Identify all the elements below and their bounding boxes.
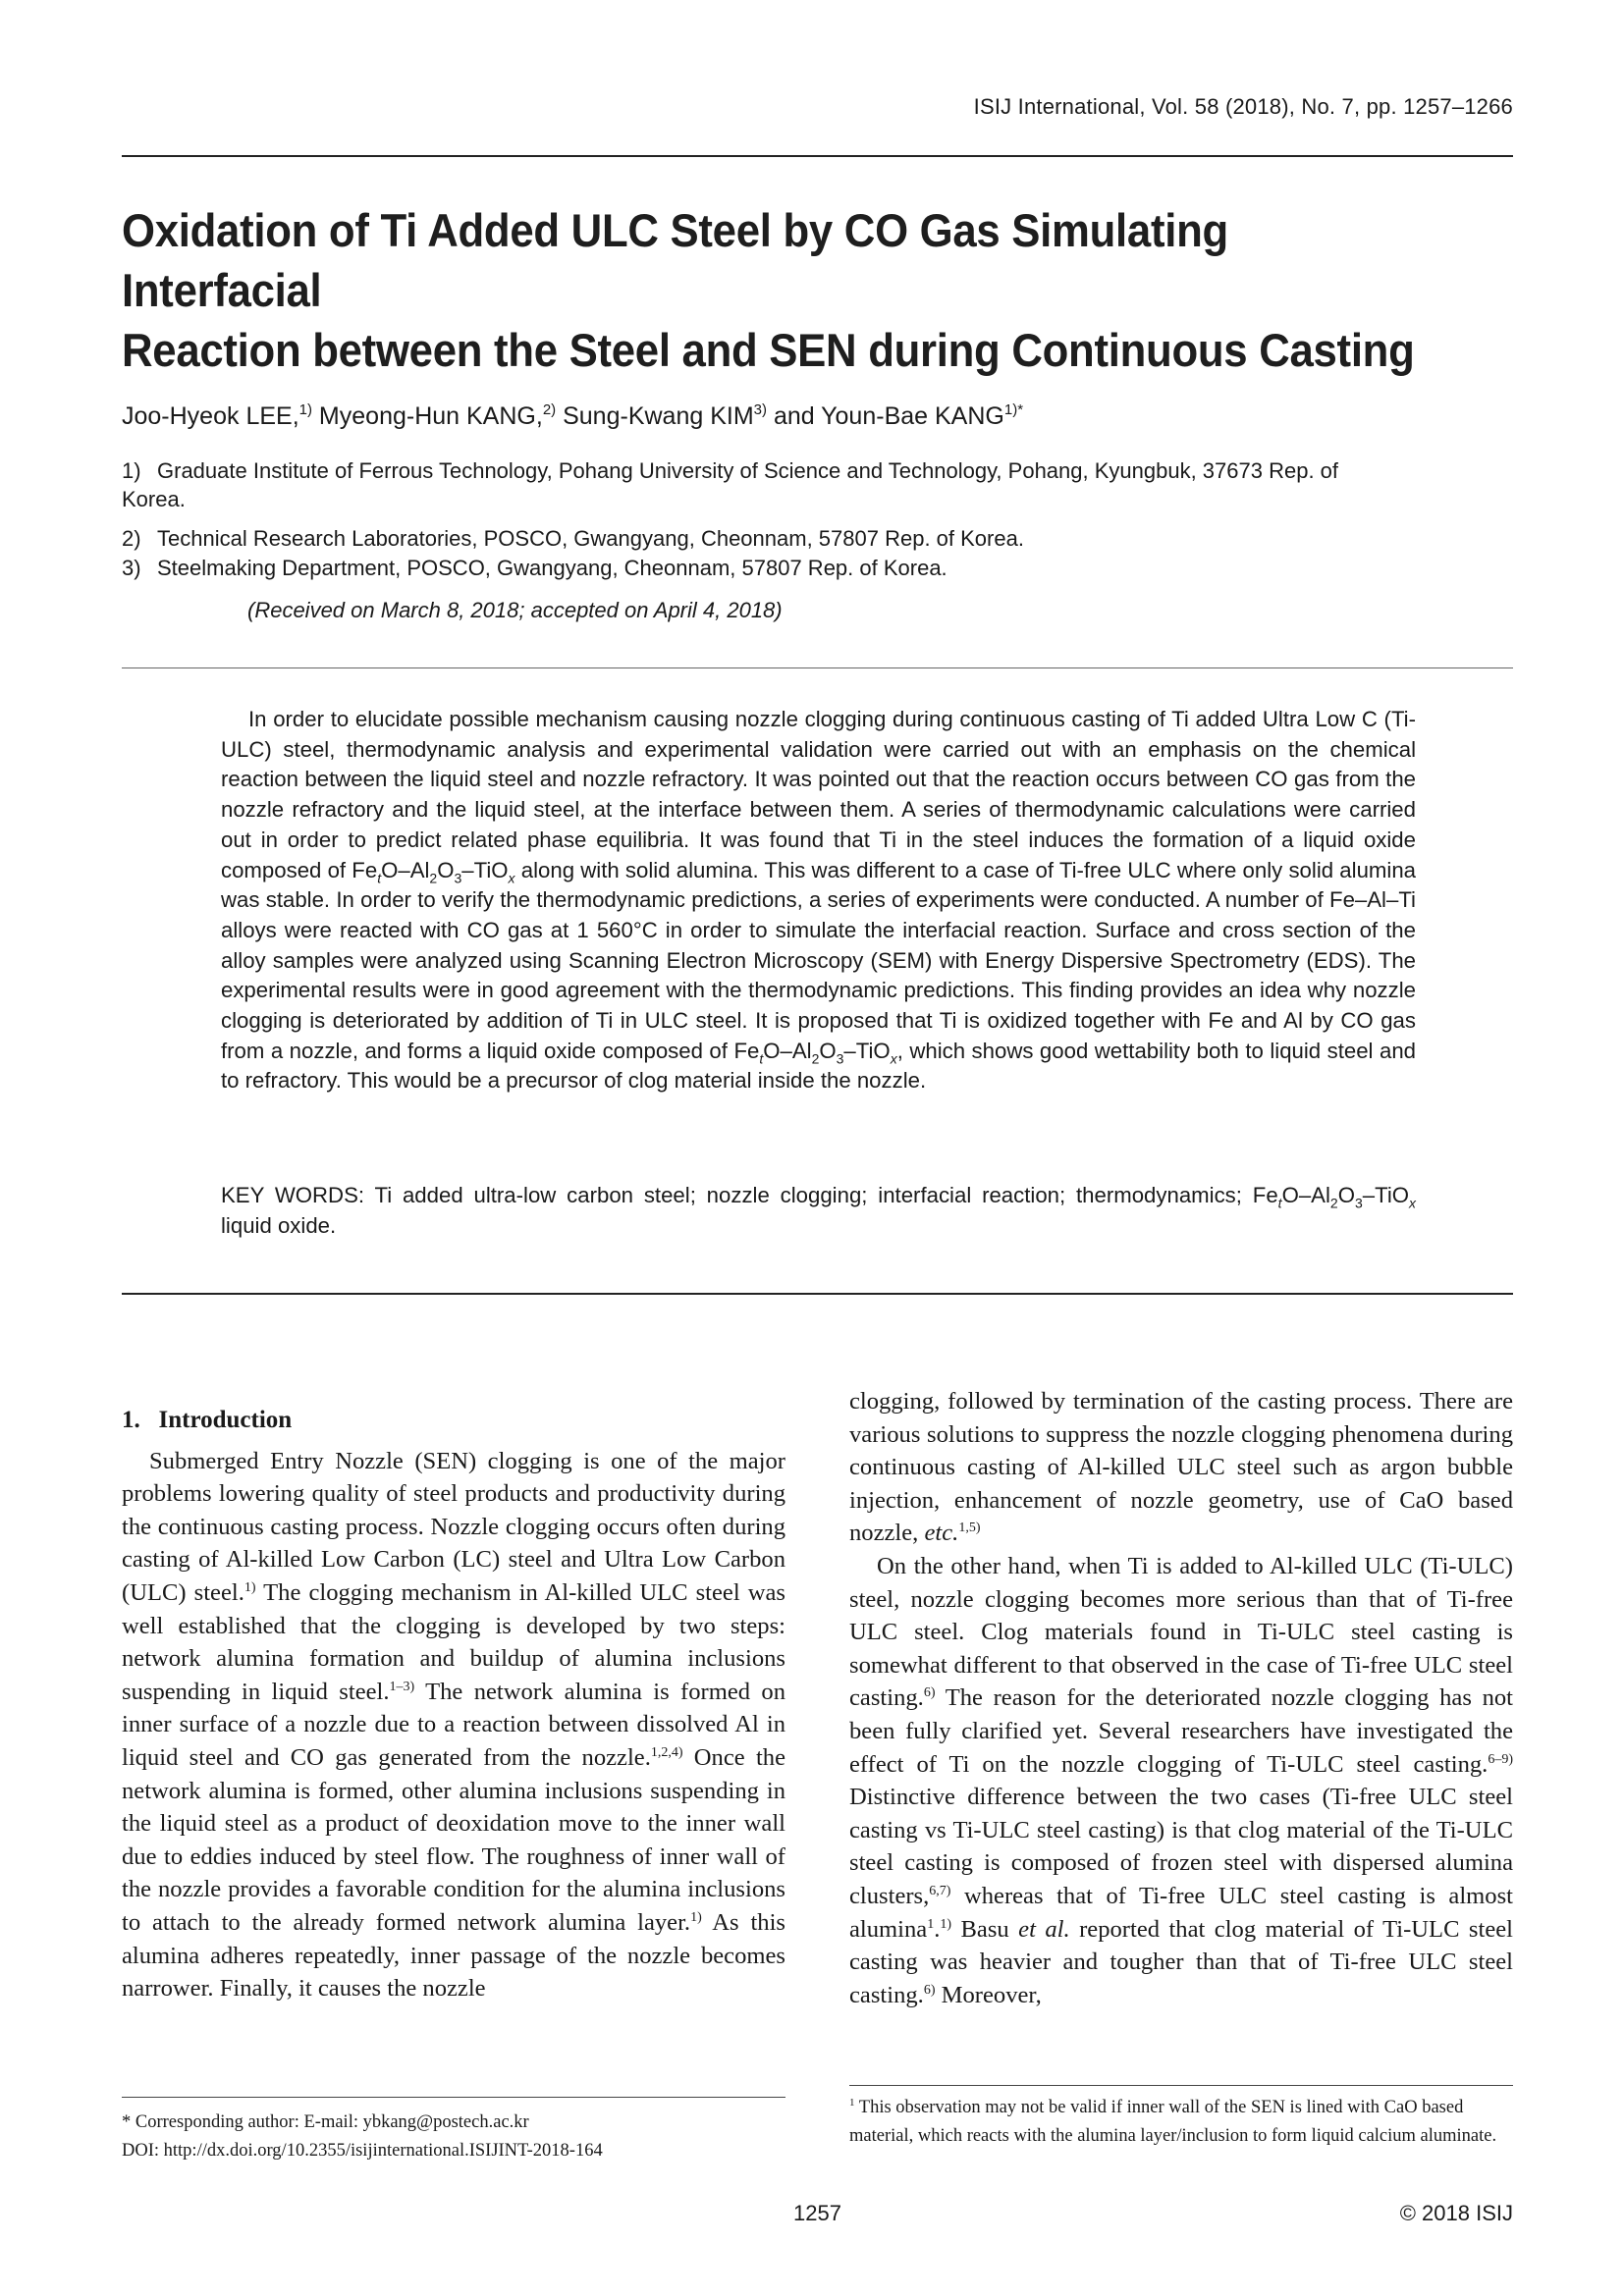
author-list <box>122 402 1023 431</box>
citation: 6,7) <box>929 1883 951 1898</box>
affiliation-number: 3) <box>122 556 141 580</box>
paragraph-text: Submerged Entry Nozzle (SEN) clogging is one of the major problems lowering quality of steel products and productivity during the continuous casting process. Nozzle clogging occurs often during casting of Al-killed Low Carbon (LC) steel and Ultra Low Carbon (ULC) steel. <box>122 1447 785 1606</box>
footnote-rule-right <box>849 2085 1513 2086</box>
paragraph-text: clogging, followed by termination of the casting process. There are various solutions to suppress the nozzle clogging phenomena during continuous casting of Al-killed ULC steel such as argon bubble injection, enhancement of nozzle geometry, use of CaO based nozzle, <box>849 1388 1513 1547</box>
author-affiliation-mark: 1) <box>298 401 312 418</box>
paragraph-text: Moreover, <box>935 1981 1042 2008</box>
author-name: and Youn-Bae KANG <box>767 402 1004 430</box>
paragraph-text: et al. <box>1018 1915 1070 1943</box>
author-affiliation-mark: 1)* <box>1003 401 1024 418</box>
paragraph-text: The clogging mechanism in Al-killed ULC steel was well established that the clogging is developed by two steps: network alumina formation and buildup of alumina inclusions suspending in liquid steel. <box>122 1578 785 1705</box>
paragraph <box>849 1385 1513 1550</box>
paragraph-text: Basu <box>951 1915 1019 1943</box>
keywords-label: KEY WORDS: <box>221 1183 365 1207</box>
affiliation <box>122 554 1516 582</box>
author-name: Myeong-Hun KANG, <box>311 402 543 430</box>
citation: 6) <box>923 1685 936 1701</box>
author-name: Sung-Kwang KIM <box>556 402 754 430</box>
affiliation-number: 2) <box>122 526 141 551</box>
copyright: © 2018 ISIJ <box>1399 2201 1513 2225</box>
doi: DOI: http://dx.doi.org/10.2355/isijinternational.ISIJINT-2018-164 <box>122 2141 603 2161</box>
title-line-2: Reaction between the Steel and SEN during Continuous Casting <box>122 324 1415 376</box>
title-line-1: Oxidation of Ti Added ULC Steel by CO Gas Simulating Interfacial <box>122 204 1228 316</box>
author-name: Joo-Hyeok LEE, <box>122 402 299 430</box>
keywords <box>221 1181 1416 1241</box>
header-rule <box>122 155 1513 157</box>
paragraph-text: The reason for the deteriorated nozzle clogging has not been fully clarified yet. Several researchers have investigated the effect of Ti on the nozzle clogging of Ti-ULC steel casting. <box>849 1684 1513 1778</box>
affiliation <box>122 524 1516 553</box>
paragraph-text: As this alumina adheres repeatedly, inner passage of the nozzle becomes narrower. Finally, it causes the nozzle <box>122 1908 785 2002</box>
paragraph-text: Distinctive difference between the two cases (Ti-free ULC steel casting vs Ti-ULC steel casting) is that clog material of the Ti-ULC steel casting is composed of frozen steel with dispersed alumina clusters, <box>849 1784 1513 1909</box>
footnote-mark: 1 <box>927 1916 935 1932</box>
paragraph-text: Once the network alumina is formed, other alumina inclusions suspending in the liquid steel as a product of deoxidation move to the inner wall due to eddies induced by steel flow. The roughness of inner wall of the nozzle provides a favorable condition for the alumina inclusions to attach to the already formed network alumina layer. <box>122 1743 785 1936</box>
citation: 1,2,4) <box>650 1744 683 1760</box>
affiliation-text: Steelmaking Department, POSCO, Gwangyang, Cheonnam, 57807 Rep. of Korea. <box>157 556 947 580</box>
citation: 1) <box>940 1916 952 1932</box>
paragraph-text: On the other hand, when Ti is added to Al-killed ULC (Ti-ULC) steel, nozzle clogging becomes more serious than that of Ti-free ULC steel. Clog materials found in Ti-ULC steel casting is somewhat different to that observed in the case of Ti-free ULC steel casting. <box>849 1552 1513 1712</box>
citation: 6) <box>923 1982 936 1998</box>
body-column-right <box>849 1385 1513 2011</box>
footnotes-left <box>122 2109 603 2165</box>
paragraph-text: reported that clog material of Ti-ULC steel casting was heavier and tougher than that of Ti-free ULC steel casting. <box>849 1915 1513 2008</box>
section-number: 1. <box>122 1407 140 1433</box>
abstract-top-rule <box>122 667 1513 668</box>
affiliation-text: Technical Research Laboratories, POSCO, Gwangyang, Cheonnam, 57807 Rep. of Korea. <box>157 526 1024 551</box>
section-title: Introduction <box>158 1407 293 1433</box>
oxide-formula: $Fe_tO-Al_2O_3-TiO_x$ <box>733 1038 897 1067</box>
citation: 1,5) <box>958 1521 981 1536</box>
abstract-bottom-rule <box>122 1293 1513 1295</box>
paragraph-text: The network alumina is formed on inner surface of a nozzle due to a reaction between dissolved Al in liquid steel and CO gas generated from the nozzle. <box>122 1678 785 1771</box>
affiliation-text: Graduate Institute of Ferrous Technology, Pohang University of Science and Technology, Pohang, Kyungbuk, 37673 Rep. of <box>157 458 1339 483</box>
citation: 6–9) <box>1488 1751 1513 1767</box>
affiliation <box>122 485 1516 513</box>
paragraph <box>849 1550 1513 2011</box>
footnote-mark: 1 <box>849 2096 855 2109</box>
footnote-right <box>849 2094 1517 2151</box>
received-dates: (Received on March 8, 2018; accepted on April 4, 2018) <box>247 598 783 622</box>
footnote-text: This observation may not be valid if inner wall of the SEN is lined with CaO based material, which reacts with the alumina layer/inclusion to form liquid calcium aluminate. <box>849 2098 1497 2146</box>
paragraph-text: etc. <box>924 1520 959 1547</box>
oxide-formula: $Fe_tO-Al_2O_3-TiO_x$ <box>352 857 515 885</box>
corresponding-author: * Corresponding author: E-mail: ybkang@postech.ac.kr <box>122 2112 529 2132</box>
paragraph-text: whereas that of Ti-free ULC steel casting is almost alumina <box>849 1882 1513 1943</box>
affiliation-number: 1) <box>122 458 141 483</box>
keywords-text: Ti added ultra-low carbon steel; nozzle clogging; interfacial reaction; thermodynamics; <box>364 1183 1253 1207</box>
citation: 1) <box>690 1909 702 1925</box>
abstract-text: , which shows good wettability both to liquid steel and to refractory. This would be a precursor of clog material inside the nozzle. <box>221 1038 1416 1094</box>
keywords-tail: liquid oxide. <box>221 1212 337 1238</box>
author-affiliation-mark: 2) <box>542 401 557 418</box>
abstract <box>221 705 1416 1096</box>
paragraph-text: . <box>934 1915 941 1943</box>
section-heading <box>122 1404 785 1437</box>
body-column-left <box>122 1389 785 2005</box>
journal-reference: ISIJ International, Vol. 58 (2018), No. 7, pp. 1257–1266 <box>973 94 1513 119</box>
abstract-text: along with solid alumina. This was different to a case of Ti-free ULC where only solid alumina was stable. In order to verify the thermodynamic predictions, a series of experiments were conducted. A number of Fe–Al–Ti alloys were reacted with CO gas at 1 560°C in order to simulate the interfacial reaction. Surface and cross section of the alloy samples were analyzed using Scanning Electron Microscopy (SEM) with Energy Dispersive Spectrometry (EDS). The experimental results were in good agreement with the thermodynamic predictions. This finding provides an idea why nozzle clogging is deteriorated by addition of Ti in ULC steel. It is proposed that Ti is oxidized together with Fe and Al by CO gas from a nozzle, and forms a liquid oxide composed of <box>221 857 1417 1063</box>
oxide-formula: $Fe_tO-Al_2O_3-TiO_x$ <box>1252 1183 1417 1211</box>
affiliation-text: Korea. <box>122 487 186 511</box>
page-number: 1257 <box>793 2201 841 2225</box>
abstract-text: In order to elucidate possible mechanism causing nozzle clogging during continuous casting of Ti added Ultra Low C (Ti-ULC) steel, thermodynamic analysis and experimental validation were carried out with an emphasis on the chemical reaction between the liquid steel and nozzle refractory. It was pointed out that the reaction occurs between CO gas from the nozzle refractory and the liquid steel, at the interface between them. A series of thermodynamic calculations were carried out in order to predict related phase equilibria. It was found that Ti in the steel induces the formation of a liquid oxide composed of <box>221 707 1416 882</box>
citation: 1–3) <box>389 1679 415 1694</box>
affiliation <box>122 456 1516 485</box>
paper-title <box>122 200 1428 380</box>
citation: 1) <box>244 1579 256 1595</box>
author-affiliation-mark: 3) <box>753 401 767 418</box>
footnote-rule-left <box>122 2097 785 2098</box>
paragraph <box>122 1445 785 2005</box>
